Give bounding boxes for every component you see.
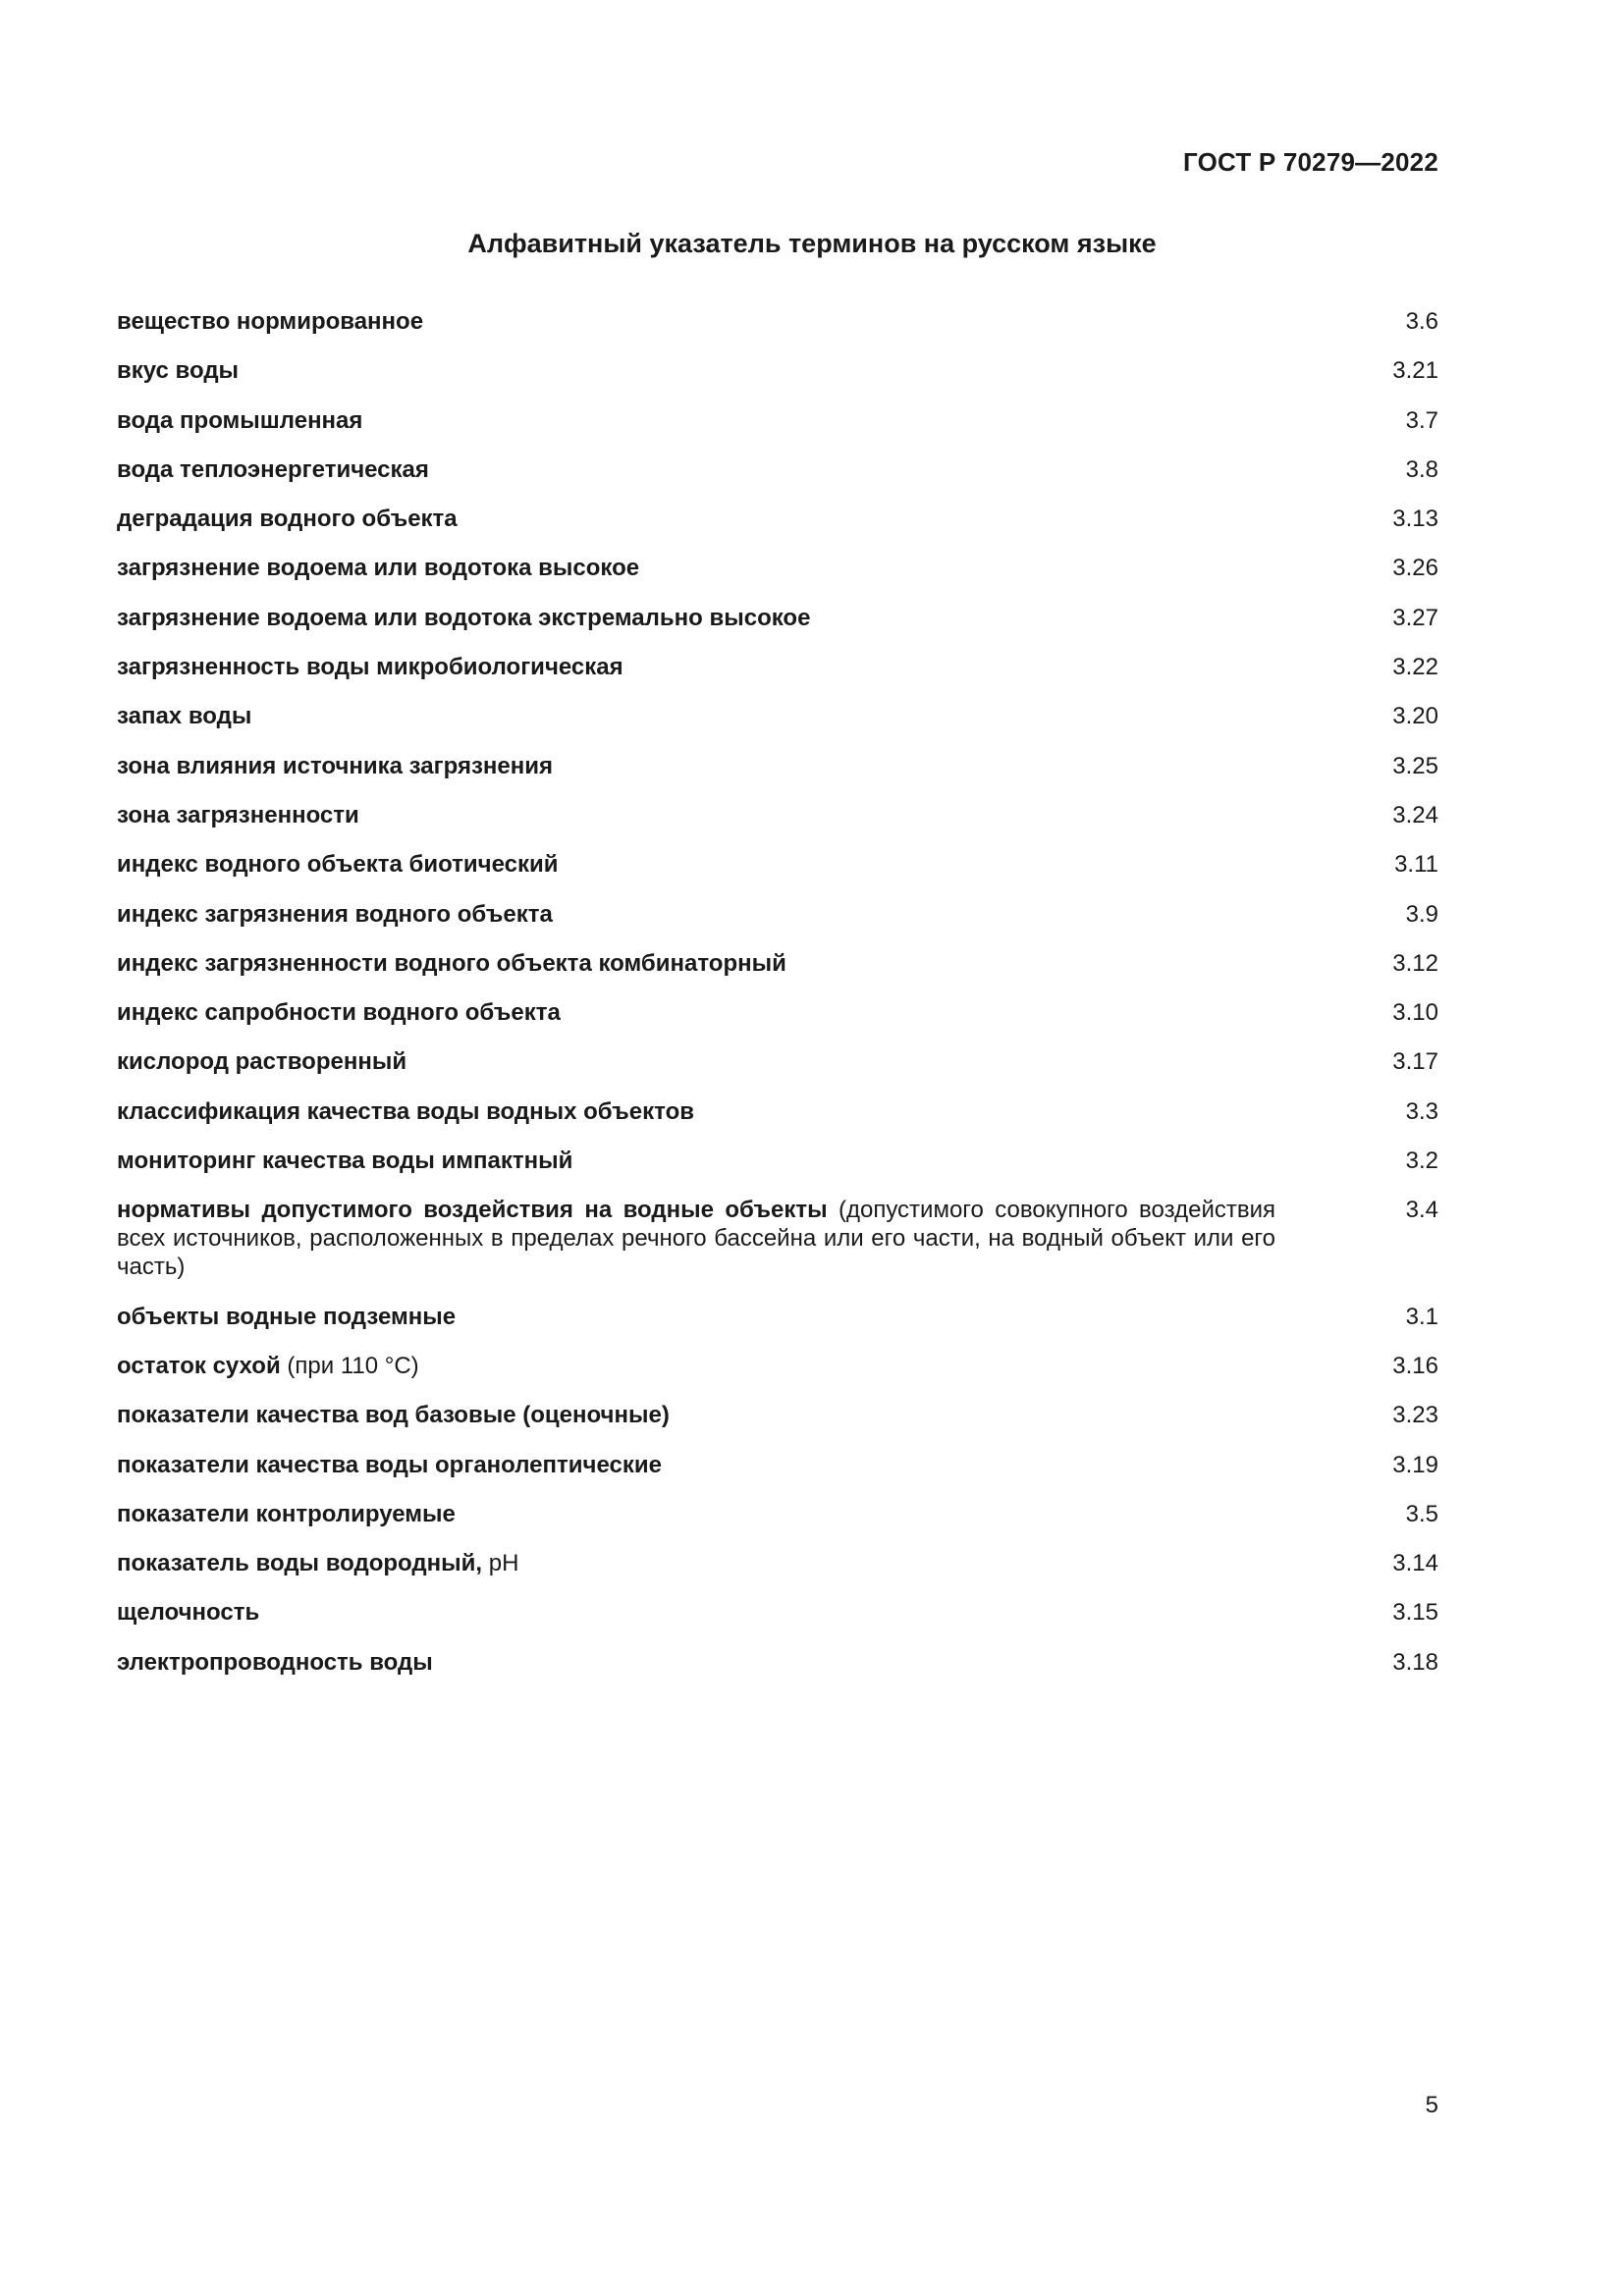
entry-term-text (117, 1147, 1275, 1175)
entry-term-text (117, 505, 1275, 533)
entry-ref: 3.25 (1392, 752, 1438, 779)
index-entry-2 (117, 406, 1438, 435)
entry-term: загрязненность воды микробиологическая (117, 654, 623, 681)
entry-term: запах воды (117, 703, 252, 730)
entry-term-text (117, 1097, 1275, 1126)
entry-term-text (117, 801, 1275, 829)
entry-term: показатель воды водородный, (117, 1550, 483, 1577)
entry-term: показатели контролируемые (117, 1500, 456, 1527)
entry-ref: 3.2 (1405, 1148, 1438, 1175)
index-entry-24 (117, 1549, 1438, 1577)
entry-ref: 3.12 (1392, 949, 1438, 977)
index-entry-20 (117, 1352, 1438, 1380)
index-entry-12 (117, 900, 1438, 929)
entry-ref: 3.5 (1405, 1500, 1438, 1527)
entry-term-text (117, 356, 1275, 385)
index-entry-1 (117, 356, 1438, 385)
index-entry-23 (117, 1500, 1438, 1528)
entry-term: показатели качества воды органолептические (117, 1451, 662, 1478)
entry-term-text (117, 604, 1275, 632)
entry-term: объекты водные подземные (117, 1303, 457, 1330)
index-entry-5 (117, 554, 1438, 582)
index-entry-21 (117, 1401, 1438, 1429)
entry-term: загрязнение водоема или водотока экстремально высокое (117, 604, 811, 631)
entry-ref: 3.10 (1392, 999, 1438, 1027)
entry-ref: 3.20 (1392, 703, 1438, 730)
index-entry-26 (117, 1648, 1438, 1677)
index-entry-15 (117, 1047, 1438, 1076)
entry-term: классификация качества воды водных объектов (117, 1097, 694, 1125)
index-entry-19 (117, 1303, 1438, 1331)
index-entry-3 (117, 455, 1438, 484)
entry-ref: 3.3 (1405, 1097, 1438, 1125)
page-number: 5 (1425, 2092, 1438, 2118)
entry-term-text (117, 1648, 1275, 1677)
standard-code-header: ГОСТ Р 70279—2022 (1183, 147, 1438, 177)
index-entry-22 (117, 1451, 1438, 1479)
entry-term: деградация водного объекта (117, 506, 458, 533)
index-entry-9 (117, 752, 1438, 780)
index-entry-4 (117, 505, 1438, 533)
index-entry-18 (117, 1196, 1438, 1281)
entry-term: вода промышленная (117, 406, 363, 434)
index-entry-25 (117, 1598, 1438, 1627)
entry-term-text (117, 998, 1275, 1027)
entry-term: индекс загрязненности водного объекта комбинаторный (117, 949, 786, 977)
entry-ref: 3.6 (1405, 308, 1438, 335)
entry-term-text (117, 1047, 1275, 1076)
entry-term: мониторинг качества воды импактный (117, 1148, 573, 1175)
entry-term-text (117, 1196, 1275, 1281)
index-entry-17 (117, 1147, 1438, 1175)
entry-term: индекс водного объекта биотический (117, 851, 559, 879)
entry-ref: 3.11 (1394, 851, 1438, 879)
entry-term-text (117, 554, 1275, 582)
entry-term: загрязнение водоема или водотока высокое (117, 555, 640, 582)
entry-ref: 3.26 (1392, 555, 1438, 582)
entry-ref: 3.15 (1392, 1599, 1438, 1627)
entry-ref: 3.4 (1405, 1197, 1438, 1224)
entry-term-text (117, 949, 1275, 978)
entry-term: щелочность (117, 1599, 260, 1627)
entry-term-text (117, 900, 1275, 929)
entry-ref: 3.19 (1392, 1451, 1438, 1478)
entry-ref: 3.24 (1392, 801, 1438, 828)
entry-term-text (117, 1451, 1275, 1479)
index-entry-13 (117, 949, 1438, 978)
entry-ref: 3.23 (1392, 1402, 1438, 1429)
index-entry-14 (117, 998, 1438, 1027)
entry-note: pH (482, 1550, 519, 1577)
entry-term-text (117, 1500, 1275, 1528)
entry-ref: 3.9 (1405, 900, 1438, 928)
entry-term-text (117, 455, 1275, 484)
entry-term-text (117, 1303, 1275, 1331)
entry-term-text (117, 752, 1275, 780)
entry-term-text (117, 1352, 1275, 1380)
index-title: Алфавитный указатель терминов на русском языке (467, 229, 1157, 258)
entry-ref: 3.17 (1392, 1048, 1438, 1076)
index-entry-11 (117, 850, 1438, 879)
entry-ref: 3.1 (1405, 1303, 1438, 1330)
index-entry-10 (117, 801, 1438, 829)
entry-ref: 3.7 (1405, 406, 1438, 434)
index-entry-0 (117, 307, 1438, 336)
entry-ref: 3.21 (1392, 357, 1438, 385)
entry-ref: 3.13 (1392, 506, 1438, 533)
entry-note: (допустимого совокупного воздействия всех источников, расположенных в пределах речного бассейна или его части, на водный объект или его часть) (117, 1197, 1275, 1281)
entry-term-text (117, 1598, 1275, 1627)
entry-term: кислород растворенный (117, 1048, 407, 1076)
entry-ref: 3.27 (1392, 604, 1438, 631)
entry-term-text (117, 850, 1275, 879)
entry-term: индекс загрязнения водного объекта (117, 900, 553, 928)
entry-term: показатели качества вод базовые (оценочные) (117, 1402, 670, 1429)
entry-term: нормативы допустимого воздействия на водные объекты (117, 1197, 828, 1224)
entry-term: остаток сухой (117, 1352, 281, 1379)
term-index-list (117, 307, 1438, 1697)
entry-term-text (117, 702, 1275, 730)
index-entry-8 (117, 702, 1438, 730)
entry-term-text (117, 307, 1275, 336)
entry-term: зона влияния источника загрязнения (117, 752, 554, 779)
entry-term-text (117, 1401, 1275, 1429)
entry-term-text (117, 1549, 1275, 1577)
entry-term: зона загрязненности (117, 801, 359, 828)
entry-term: вода теплоэнергетическая (117, 455, 429, 483)
index-entry-7 (117, 653, 1438, 681)
entry-term: вещество нормированное (117, 308, 424, 335)
entry-ref: 3.18 (1392, 1648, 1438, 1676)
index-entry-6 (117, 604, 1438, 632)
entry-term-text (117, 406, 1275, 435)
entry-term: индекс сапробности водного объекта (117, 999, 561, 1027)
entry-ref: 3.16 (1392, 1352, 1438, 1379)
entry-note: (при 110 °С) (280, 1352, 419, 1379)
entry-term-text (117, 653, 1275, 681)
index-entry-16 (117, 1097, 1438, 1126)
entry-ref: 3.22 (1392, 654, 1438, 681)
entry-ref: 3.8 (1405, 455, 1438, 483)
entry-term: вкус воды (117, 357, 240, 385)
entry-term: электропроводность воды (117, 1648, 433, 1676)
entry-ref: 3.14 (1392, 1550, 1438, 1577)
